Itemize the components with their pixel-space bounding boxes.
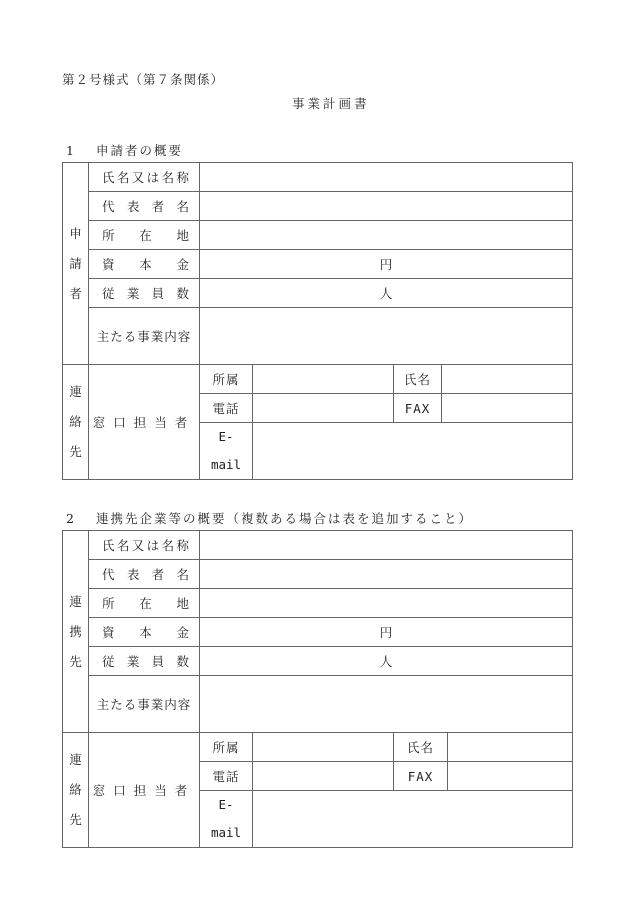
label-main-business: 主たる事業内容 xyxy=(89,308,200,365)
label-contact-person: 窓口担当者 xyxy=(89,365,200,480)
label-affiliation: 所属 xyxy=(200,733,253,762)
employees-field[interactable] xyxy=(200,647,573,676)
label-contact-name: 氏名 xyxy=(394,365,442,394)
contact-name-field[interactable] xyxy=(442,365,573,394)
label-capital: 資 本 金 xyxy=(89,618,200,647)
capital-field[interactable] xyxy=(200,618,573,647)
label-employees: 従 業 員 数 xyxy=(89,647,200,676)
section-2-heading xyxy=(66,509,473,527)
document-title: 事業計画書 xyxy=(292,96,370,111)
address-field[interactable] xyxy=(200,221,573,250)
label-address: 所 在 地 xyxy=(89,589,200,618)
section-number: 2 xyxy=(66,511,74,526)
affiliation-field[interactable] xyxy=(253,733,394,762)
capital-field[interactable] xyxy=(200,250,573,279)
section-1-heading xyxy=(66,141,183,159)
section-number: 1 xyxy=(66,143,74,158)
label-contact-name: 氏名 xyxy=(394,733,448,762)
label-main-business: 主たる事業内容 xyxy=(89,676,200,733)
representative-field[interactable] xyxy=(200,560,573,589)
label-email: E- mail xyxy=(200,423,253,480)
name-field[interactable] xyxy=(200,163,573,192)
label-contact-person: 窓口担当者 xyxy=(89,733,200,848)
section-title: 連携先企業等の概要（複数ある場合は表を追加すること） xyxy=(96,511,474,526)
capital-unit: 円 xyxy=(379,625,393,640)
employees-unit: 人 xyxy=(379,654,393,669)
label-representative: 代 表 者 名 xyxy=(89,560,200,589)
label-employees: 従 業 員 数 xyxy=(89,279,200,308)
partner-side-label: 連 携 先 xyxy=(63,531,89,733)
label-name: 氏 名 又 は 名 称 xyxy=(89,531,200,560)
section-title: 申請者の概要 xyxy=(96,143,184,158)
label-name: 氏 名 又 は 名 称 xyxy=(89,163,200,192)
label-capital: 資 本 金 xyxy=(89,250,200,279)
label-email: E- mail xyxy=(200,791,253,848)
email-field[interactable] xyxy=(253,423,573,480)
main-business-field[interactable] xyxy=(200,308,573,365)
partner-table xyxy=(62,530,573,848)
employees-unit: 人 xyxy=(379,286,393,301)
name-field[interactable] xyxy=(200,531,573,560)
label-address: 所 在 地 xyxy=(89,221,200,250)
form-number: 第２号様式（第７条関係） xyxy=(62,72,225,87)
phone-field[interactable] xyxy=(253,762,394,791)
label-fax: FAX xyxy=(394,394,442,423)
contact-name-field[interactable] xyxy=(448,733,573,762)
label-affiliation: 所属 xyxy=(200,365,253,394)
contact-side-label: 連 絡 先 xyxy=(63,365,89,480)
fax-field[interactable] xyxy=(448,762,573,791)
label-phone: 電話 xyxy=(200,394,253,423)
email-field[interactable] xyxy=(253,791,573,848)
fax-field[interactable] xyxy=(442,394,573,423)
label-representative: 代 表 者 名 xyxy=(89,192,200,221)
contact-side-label: 連 絡 先 xyxy=(63,733,89,848)
capital-unit: 円 xyxy=(379,257,393,272)
employees-field[interactable] xyxy=(200,279,573,308)
label-fax: FAX xyxy=(394,762,448,791)
main-business-field[interactable] xyxy=(200,676,573,733)
label-phone: 電話 xyxy=(200,762,253,791)
address-field[interactable] xyxy=(200,589,573,618)
affiliation-field[interactable] xyxy=(253,365,394,394)
applicant-table xyxy=(62,162,573,480)
representative-field[interactable] xyxy=(200,192,573,221)
applicant-side-label: 申 請 者 xyxy=(63,163,89,365)
phone-field[interactable] xyxy=(253,394,394,423)
